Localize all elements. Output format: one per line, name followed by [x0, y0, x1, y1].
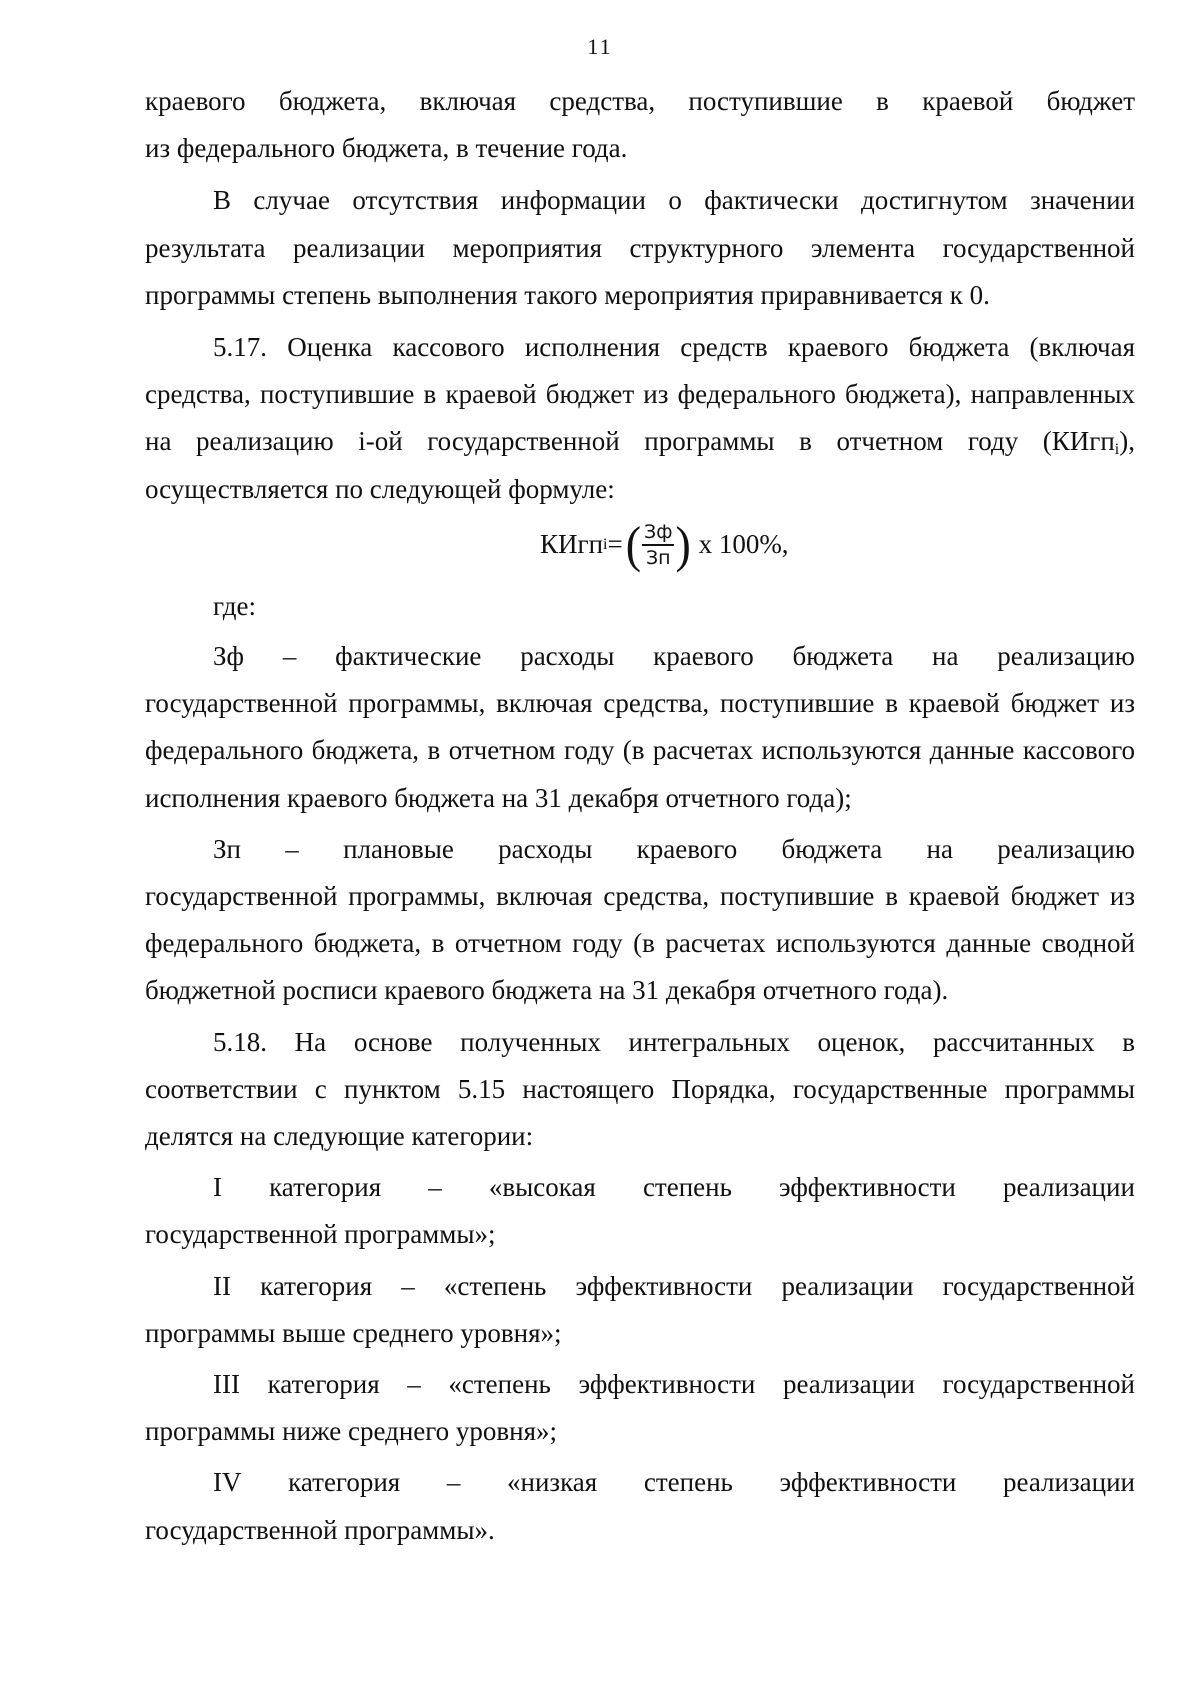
definition-zp: [145, 826, 1135, 1015]
fraction: [642, 521, 674, 569]
paragraph-text: ), осуществляется по следующей формуле:: [145, 426, 1135, 504]
cat-word: категория: [288, 1467, 401, 1498]
cat-word: «низкая: [507, 1467, 598, 1498]
cat-word: степень: [642, 1172, 732, 1203]
definition-first-line: [145, 633, 1135, 680]
formula-lhs: КИгп: [540, 529, 604, 560]
cat-number: I: [213, 1172, 222, 1203]
cat-word: категория: [269, 1172, 382, 1203]
category-first-line: [145, 1164, 1135, 1211]
def-term: Зп: [213, 833, 241, 864]
paragraph-5-17: [145, 324, 1135, 513]
cat-dash: –: [446, 1467, 461, 1498]
definition-first-line: [145, 826, 1135, 873]
category-3: III категория – «степень эффективности реализации государственной программы ниже среднего уровня»;: [145, 1369, 1135, 1447]
def-word: на: [932, 641, 959, 672]
paragraph-line: из федерального бюджета, в течение года.: [145, 133, 628, 164]
def-term: Зф: [213, 641, 245, 672]
category-4: [145, 1459, 1135, 1553]
cat-word: реализации: [1003, 1467, 1135, 1498]
def-word: бюджета: [781, 833, 883, 864]
cat-word: реализации: [1002, 1172, 1135, 1203]
cat-word: «высокая: [488, 1172, 596, 1203]
cat-number: IV: [213, 1467, 242, 1498]
cat-word: эффективности: [779, 1467, 957, 1498]
paragraph-missing-info: В случае отсутствия информации о фактически достигнутом значении результата реализации мероприятия структурного элемента государственной программы степень выполнения такого мероприятия приравнивается к 0.: [145, 185, 1135, 310]
category-text: государственной программы»;: [145, 1219, 496, 1250]
category-1: [145, 1164, 1135, 1258]
formula: КИгп i = ( $\frac{Зф}{Зп}$ ) х 100%,: [540, 516, 789, 573]
subscript: i: [1114, 441, 1120, 459]
definition-text: государственной программы, включая средства, поступившие в краевой бюджет из федерального бюджета, в отчетном году (в расчетах используются данные кассового исполнения краевого бюджета на 31 декабря отчетного года);: [145, 688, 1135, 813]
paragraph-5-18: 5.18. На основе полученных интегральных оценок, рассчитанных в соответствии с пунктом 5.15 настоящего Порядка, государственные программы делятся на следующие категории:: [145, 1026, 1135, 1152]
cat-word: эффективности: [779, 1172, 956, 1203]
def-word: краевого: [636, 833, 738, 864]
paragraph-continuation: [145, 78, 1135, 172]
fraction-denominator: Зп: [645, 546, 671, 569]
def-word: расходы: [520, 641, 615, 672]
def-word: реализацию: [997, 641, 1135, 672]
cat-word: степень: [643, 1467, 733, 1498]
definition-zf: [145, 633, 1135, 822]
fraction-numerator: Зф: [644, 520, 673, 543]
def-word: на: [926, 833, 953, 864]
document-body: [145, 78, 1135, 1554]
def-word: плановые: [343, 833, 454, 864]
def-word: фактические: [335, 641, 482, 672]
formula-equals: =: [607, 529, 623, 560]
fraction-bar: [642, 544, 674, 546]
def-word: бюджета: [792, 641, 894, 672]
formula-rhs: х 100%,: [691, 529, 789, 560]
def-word: реализацию: [997, 833, 1135, 864]
def-dash: –: [285, 833, 299, 864]
def-dash: –: [282, 641, 297, 672]
page-number: 11: [587, 34, 613, 59]
category-first-line: [145, 1459, 1135, 1506]
def-word: краевого: [653, 641, 754, 672]
definition-text: государственной программы, включая средства, поступившие в краевой бюджет из федерального бюджета, в отчетном году (в расчетах используются данные сводной бюджетной росписи краевого бюджета на 31 декабря отчетного года).: [145, 881, 1135, 1006]
left-parenthesis: (: [625, 516, 642, 573]
right-parenthesis: ): [675, 516, 691, 573]
paragraph-line: краевого бюджета, включая средства, поступившие в краевой бюджет: [145, 86, 1135, 116]
paragraph-text: 5.17. Оценка кассового исполнения средств краевого бюджета (включая средства, поступившие в краевой бюджет из федерального бюджета), направленных на реализацию i-ой государственной программы в отчетном году (КИгп: [145, 332, 1135, 457]
def-word: расходы: [498, 833, 593, 864]
category-2: II категория – «степень эффективности реализации государственной программы выше среднего уровня»;: [145, 1270, 1135, 1348]
cat-dash: –: [428, 1172, 442, 1203]
where-label: где:: [213, 590, 256, 621]
category-text: государственной программы».: [145, 1514, 495, 1545]
